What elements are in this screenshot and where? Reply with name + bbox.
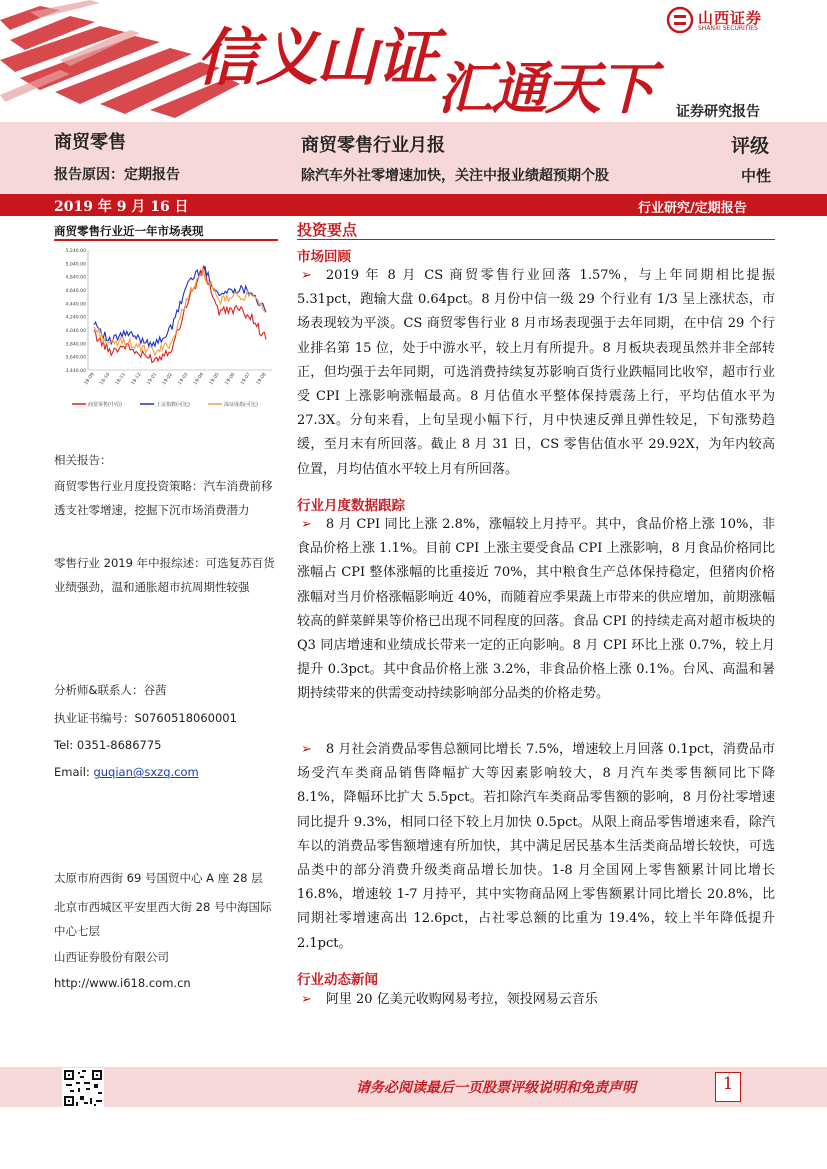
related-report-link[interactable]: 零售行业 2019 年中报综述：可选复苏百货业绩强劲，温和通胀超市抗周期性较强	[54, 556, 275, 594]
legend-label: 深证成指(可比)	[224, 402, 258, 408]
y-tick-label: 4,640.00	[65, 289, 86, 294]
section-market-review: 市场回顾	[297, 249, 351, 265]
bullet-arrow-icon: ➢	[301, 742, 312, 757]
website-link[interactable]: http://www.i618.com.cn	[54, 976, 191, 990]
telephone: Tel: 0351-8686775	[54, 738, 162, 752]
series-line	[94, 266, 266, 346]
chart-title: 商贸零售行业近一年市场表现	[54, 224, 204, 238]
report-reason: 报告原因：定期报告	[54, 167, 180, 183]
related-reports-title: 相关报告：	[54, 453, 112, 467]
slogan-part2: 汇通天下	[437, 56, 653, 122]
x-tick-label: 18-10	[99, 372, 112, 387]
report-type: 证券研究报告	[676, 104, 760, 120]
y-tick-label: 3,640.00	[65, 355, 86, 361]
paragraph-news	[297, 988, 775, 1012]
x-tick-label: 19-06	[224, 372, 237, 387]
email-label: Email:	[54, 765, 94, 779]
y-tick-label: 3,840.00	[65, 342, 86, 348]
paragraph-cpi	[297, 513, 775, 707]
paragraph-text: 8 月 CPI 同比上涨 2.8%，涨幅较上月持平。其中，食品价格上涨 10%，非食品价格上涨 1.1%。目前 CPI 上涨主要受食品 CPI 上涨影响，8 月食品价格同比涨幅占 CPI 整体涨幅的比重接近 70%，其中粮食生产总体保持稳定，但猪肉价格涨幅对当月价格涨幅影响近 40%，而随着应季果蔬上市带来的供应增加，前期涨幅较高的鲜菜鲜果等价格已出现不同程度的回落。食品 CPI 的持续走高对超市板块的 Q3 同店增速和业绩成长带来一定的正向影响。8 月 CPI 环比上涨 0.7%，较上月提升 0.3pct。其中食品价格上涨 3.2%，非食品价格上涨 0.1%。台风、高温和暑期持续带来的供需变动持续影响部分品类的价格走势。	[297, 517, 775, 702]
email-row	[54, 765, 199, 779]
bullet-arrow-icon: ➢	[301, 268, 312, 283]
y-tick-label: 4,440.00	[65, 302, 86, 308]
section-industry-news: 行业动态新闻	[297, 972, 378, 988]
market-performance-chart	[54, 244, 278, 416]
x-tick-label: 19-08	[255, 372, 268, 387]
legend-label: 商贸零售(中信)	[88, 402, 122, 408]
chart-title-rule	[54, 239, 278, 241]
y-tick-label: 3,440.00	[65, 369, 86, 374]
email-link[interactable]: guqian@sxzq.com	[93, 765, 199, 779]
x-tick-label: 18-12	[130, 372, 143, 387]
paragraph-market-review	[297, 264, 775, 482]
x-tick-label: 19-02	[162, 372, 174, 387]
section-rule	[297, 239, 775, 240]
disclaimer-text: 请务必阅读最后一页股票评级说明和免责声明	[356, 1080, 636, 1096]
bullet-arrow-icon: ➢	[301, 517, 312, 532]
logo-name: 山西证券	[698, 9, 763, 27]
series-line	[94, 269, 266, 356]
paragraph-retail-sales	[297, 738, 775, 956]
paragraph-text: 8 月社会消费品零售总额同比增长 7.5%，增速较上月回落 0.1pct，消费品市场受汽车类商品销售降幅扩大等因素影响较大，8 月汽车类零售额同比下降 8.1%，降幅环比扩大 5.5pct。若扣除汽车类商品零售额的影响，8 月份社零增速同比提升 9.3%，相同口径下较上月加快 0.5pct。从限上商品零售增速来看，除汽车以的消费品零售额增速有所加快，其中满足居民基本生活类商品增长较快，可选品类中的部分消费升级类商品增长加快。1-8 月全国网上零售额累计同比增长 16.8%，增速较 1-7 月持平，其中实物商品网上零售额累计同比增长 20.8%，比同期社零增速高出 12.6pct，占社零总额的比重为 19.4%，较上半年降低提升 2.1pct。	[297, 742, 775, 951]
paragraph-text: 2019 年 8 月 CS 商贸零售行业回落 1.57%，与上年同期相比提振 5.31pct，跑输大盘 0.64pct。8 月份中信一级 29 个行业有 1/3 呈上涨状态，市场表现较为平淡。CS 商贸零售行业 8 月市场表现强于去年同期，在中信 29 个行业排名第 15 位，处于中游水平，较上月有所提升。8 月板块表现虽然并非全部转正，但均强于去年同期，可选消费持续复苏影响百货行业跌幅同比收窄，超市行业受 CPI 上涨影响涨幅最高。8 月估值水平整体保持震荡上行，平均估值水平为 27.3X。分旬来看，上旬呈现小幅下行，月中快速反弹且弹性较足，下旬涨势趋缓，至月末有所回落。截止 8 月 31 日，CS 零售估值水平 29.92X，为年内较高位置，月均估值水平较上月有所回落。	[297, 268, 775, 477]
x-tick-label: 19-04	[193, 372, 206, 387]
x-tick-label: 19-05	[208, 372, 221, 387]
slogan-part1: 信义山证	[196, 21, 437, 94]
x-tick-label: 18-09	[83, 372, 96, 387]
x-tick-label: 19-03	[177, 372, 190, 387]
logo-subtitle: SHANXI SECURITIES	[698, 25, 758, 32]
y-tick-label: 5,040.00	[65, 262, 86, 268]
legend-label: 上证指数(可比)	[156, 402, 190, 408]
rating-value: 中性	[741, 167, 772, 185]
header-banner	[0, 0, 827, 122]
certificate-number: 执业证书编号：S0760518060001	[54, 711, 237, 725]
address-taiyuan: 太原市府西街 69 号国贸中心 A 座 28 层	[54, 871, 263, 885]
related-report-link[interactable]: 商贸零售行业月度投资策略：汽车消费前移透支社零增速，挖掘下沉市场消费潜力	[54, 479, 273, 517]
y-tick-label: 4,840.00	[65, 275, 86, 281]
x-tick-label: 19-01	[146, 372, 159, 387]
analyst-name: 分析师&联系人：谷茜	[54, 683, 167, 697]
y-tick-label: 4,040.00	[65, 329, 86, 334]
y-tick-label: 5,240.00	[65, 249, 86, 254]
rating-label: 评级	[731, 135, 770, 157]
report-category: 行业研究/定期报告	[638, 201, 747, 216]
x-tick-label: 19-07	[240, 372, 253, 387]
report-date: 2019 年 9 月 16 日	[54, 199, 189, 215]
series-line	[94, 266, 266, 362]
page-number: 1	[722, 1074, 734, 1094]
section-key-points: 投资要点	[297, 221, 358, 239]
company-name: 山西证券股份有限公司	[54, 950, 169, 964]
paragraph-text: 阿里 20 亿美元收购网易考拉，领投网易云音乐	[325, 992, 598, 1007]
industry-name: 商贸零售	[54, 132, 126, 153]
y-tick-label: 4,240.00	[65, 315, 86, 321]
section-monthly-data: 行业月度数据跟踪	[297, 498, 405, 514]
report-title: 商贸零售行业月报	[301, 135, 445, 156]
bullet-arrow-icon: ➢	[301, 992, 312, 1007]
report-subtitle: 除汽车外社零增速加快，关注中报业绩超预期个股	[301, 168, 609, 184]
address-beijing: 北京市西城区平安里西大街 28 号中海国际中心七层	[54, 900, 272, 938]
x-tick-label: 18-11	[115, 372, 127, 387]
qr-code-icon	[62, 1068, 104, 1108]
